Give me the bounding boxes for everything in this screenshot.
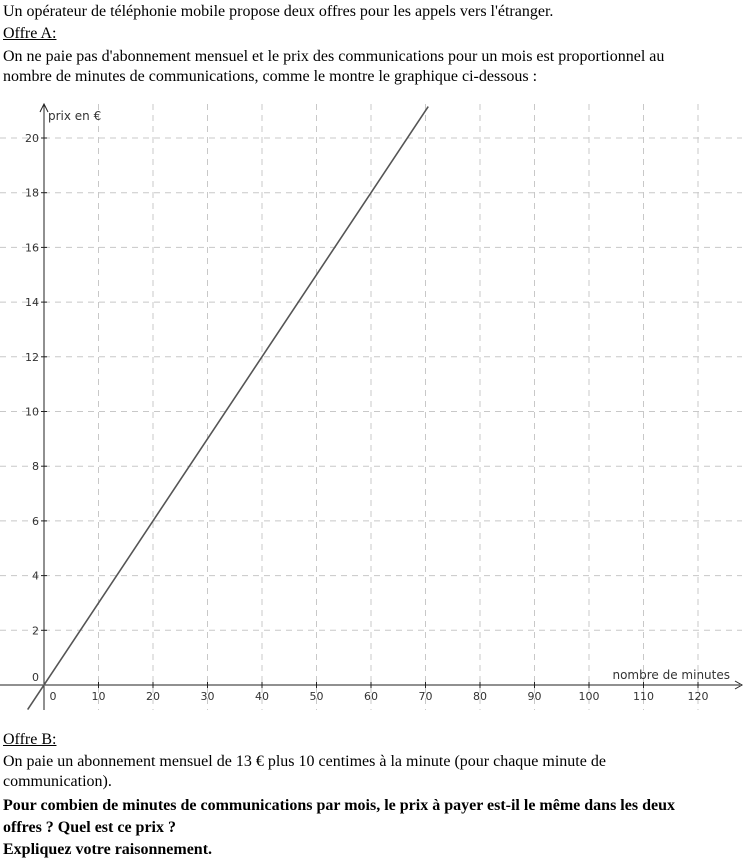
chart-series	[28, 107, 429, 710]
x-tick-label: 80	[473, 690, 487, 703]
chart-grid	[0, 104, 742, 710]
x-tick-label: 120	[687, 690, 709, 703]
question-line2: offres ? Quel est ce prix ?	[3, 819, 176, 836]
offre-a-text-line2: nombre de minutes de communications, comme le montre le graphique ci-dessous :	[3, 68, 538, 85]
offre-a-price-line	[28, 107, 429, 710]
x-tick-label: 50	[309, 690, 324, 703]
y-tick-label: 18	[25, 186, 39, 200]
y-axis-label: prix en €	[48, 109, 102, 123]
offre-a-title: Offre A:	[3, 25, 57, 42]
offre-b-title: Offre B:	[3, 731, 57, 748]
y-tick-label: 8	[32, 460, 39, 474]
y-tick-label: 4	[32, 569, 39, 583]
question-line3: Expliquez votre raisonnement.	[3, 841, 213, 858]
y-tick-label: 16	[25, 241, 39, 255]
offre-b-text-line1: On paie un abonnement mensuel de 13 € plus 10 centimes à la minute (pour chaque minute de	[3, 753, 606, 770]
x-tick-label: 110	[633, 690, 654, 703]
x-tick-label: 10	[91, 690, 106, 703]
y-tick-label: 14	[25, 296, 39, 310]
x-tick-label: 100	[578, 690, 600, 703]
y-tick-label: 2	[32, 624, 39, 638]
price-chart	[0, 98, 755, 722]
x-tick-label: 20	[146, 690, 160, 703]
y-tick-label: 20	[25, 132, 39, 145]
y-tick-label: 0	[32, 671, 39, 684]
x-tick-label: 60	[364, 690, 378, 703]
y-tick-label: 6	[32, 514, 39, 528]
intro-text: Un opérateur de téléphonie mobile propose deux offres pour les appels vers l'étranger.	[3, 3, 554, 20]
y-tick-label: 10	[25, 405, 39, 419]
x-tick-label: 70	[418, 690, 433, 703]
x-tick-label: 0	[49, 690, 57, 703]
offre-b-text-line2: communication).	[3, 773, 112, 790]
x-tick-label: 30	[200, 690, 215, 703]
x-tick-label: 40	[255, 690, 269, 703]
x-tick-label: 90	[527, 690, 542, 703]
offre-a-text-line1: On ne paie pas d'abonnement mensuel et le prix des communications pour un mois est proportionnel au	[3, 48, 665, 65]
question-line1: Pour combien de minutes de communications par mois, le prix à payer est-il le même dans les deux	[3, 797, 675, 814]
x-axis-label: nombre de minutes	[612, 668, 730, 682]
chart-ticks	[25, 132, 709, 703]
y-tick-label: 12	[25, 350, 39, 364]
